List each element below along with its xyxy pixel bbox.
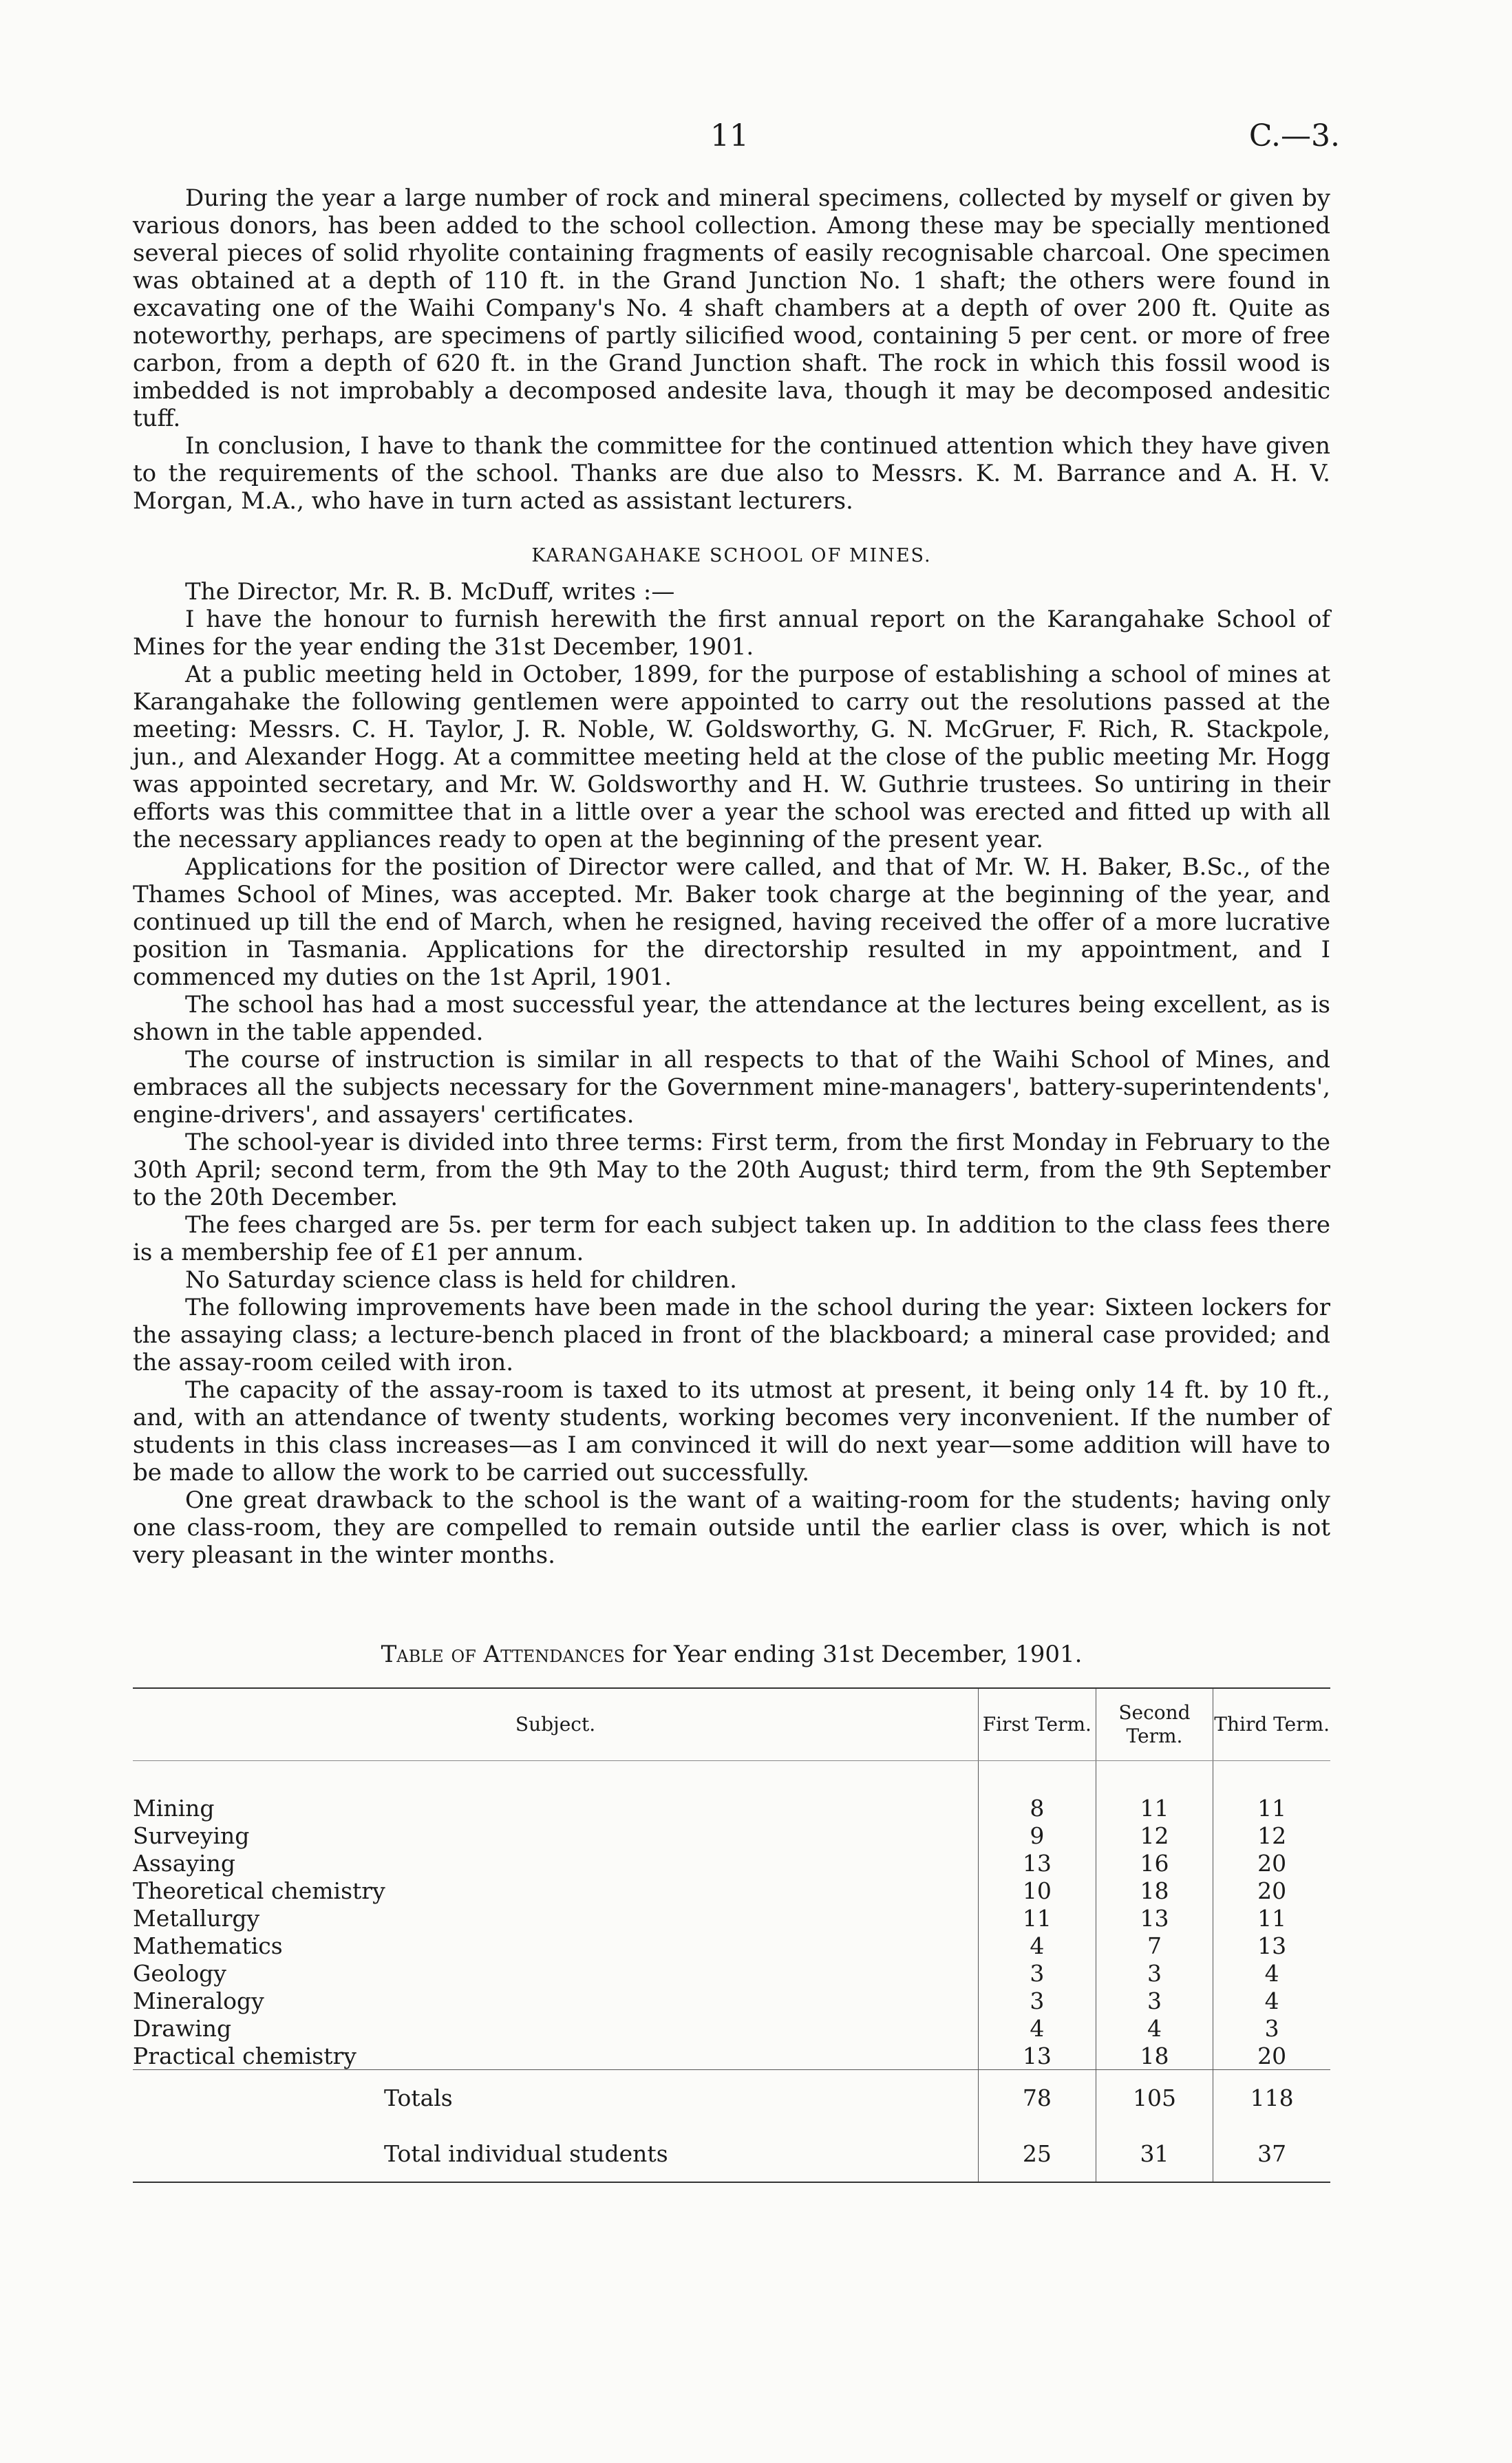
totals-first-term: 78 (979, 2070, 1096, 2126)
intro-line: The Director, Mr. R. B. McDuff, writes :— (185, 578, 675, 606)
second-term-cell: 3 (1096, 1959, 1213, 1987)
subject-name: Assaying (133, 1849, 235, 1877)
subject-cell (133, 2042, 979, 2070)
third-term-cell: 12 (1213, 1822, 1330, 1849)
first-term-cell: 13 (979, 1849, 1096, 1877)
paragraph: Applications for the position of Director were called, and that of Mr. W. H. Baker, B.Sc., of the Thames School of Mines, was accepted. Mr. Baker took charge at the beginning of the year, and continued up till the end of March, when he resigned, having received the offer of a more lucrative position in Tasmania. Applications for the directorship resulted in my appointment, and I commenced my duties on the 1st April, 1901. (133, 853, 1330, 991)
header-first-term: First Term. (979, 1688, 1096, 1761)
subject-cell (133, 1794, 979, 1822)
paragraph: The following improvements have been made in the school during the year: Sixteen lockers for the assaying class; a lecture-bench placed in front of the blackboard; a mineral case provided; and the assay-room ceiled with iron. (133, 1294, 1330, 1376)
paragraph: During the year a large number of rock and mineral specimens, collected by myself or given by various donors, has been added to the school collection. Among these may be specially mentioned several pieces of solid rhyolite containing fragments of easily recognisable charcoal. One specimen was obtained at a depth of 110 ft. in the Grand Junction No. 1 shaft; the others were found in excavating one of the Waihi Company's No. 4 shaft chambers at a depth of over 200 ft. Quite as noteworthy, perhaps, are specimens of partly silicified wood, containing 5 per cent. or more of free carbon, from a depth of 620 ft. in the Grand Junction shaft. The rock in which this fossil wood is imbedded is not improbably a decomposed andesite lava, though it may be decomposed andesitic tuff. (133, 184, 1330, 432)
paragraph: The school-year is divided into three terms: First term, from the first Monday in February to the 30th April; second term, from the 9th May to the 20th August; third term, from the 9th September to the 20th December. (133, 1129, 1330, 1211)
table-row (133, 1987, 1330, 2014)
header-second-term: Second Term. (1096, 1688, 1213, 1761)
second-term-cell: 7 (1096, 1932, 1213, 1959)
subject-cell (133, 1904, 979, 1932)
third-term-cell: 3 (1213, 2014, 1330, 2042)
second-term-cell: 3 (1096, 1987, 1213, 2014)
third-term-cell: 4 (1213, 1987, 1330, 2014)
table-row (133, 2042, 1330, 2070)
third-term-cell: 20 (1213, 1849, 1330, 1877)
totals-second-term: 105 (1096, 2070, 1213, 2126)
second-term-cell: 12 (1096, 1822, 1213, 1849)
subject-name: Surveying (133, 1822, 250, 1849)
page-number: 11 (710, 118, 749, 153)
paragraph: No Saturday science class is held for children. (185, 1266, 737, 1294)
table-row (133, 1849, 1330, 1877)
header-subject: Subject. (133, 1688, 979, 1761)
paragraph: At a public meeting held in October, 1899, for the purpose of establishing a school of mines at Karangahake the following gentlemen were appointed to carry out the resolutions passed at the meeting: Messrs. C. H. Taylor, J. R. Noble, W. Goldsworthy, G. N. McGruer, F. Rich, R. Stackpole, jun., and Alexander Hogg. At a committee meeting held at the close of the public meeting Mr. Hogg was appointed secretary, and Mr. W. Goldsworthy and H. W. Guthrie trustees. So untiring in their efforts was this committee that in a little over a year the school was erected and fitted up with all the necessary appliances ready to open at the beginning of the present year. (133, 661, 1330, 853)
individual-students-row (133, 2125, 1330, 2182)
first-term-cell: 4 (979, 2014, 1096, 2042)
third-term-cell: 4 (1213, 1959, 1330, 1987)
subject-cell (133, 1959, 979, 1987)
paragraph: One great drawback to the school is the want of a waiting-room for the students; having only one class-room, they are compelled to remain outside until the earlier class is over, which is not very pleasant in the winter months. (133, 1486, 1330, 1569)
table-row (133, 1959, 1330, 1987)
individual-second-term: 31 (1096, 2125, 1213, 2182)
first-term-cell: 10 (979, 1877, 1096, 1904)
first-term-cell: 3 (979, 1959, 1096, 1987)
table-row (133, 1904, 1330, 1932)
first-term-cell: 3 (979, 1987, 1096, 2014)
second-term-cell: 18 (1096, 2042, 1213, 2070)
table-caption-rest: for Year ending 31st December, 1901. (632, 1641, 1083, 1668)
table-row (133, 1932, 1330, 1959)
second-term-cell: 4 (1096, 2014, 1213, 2042)
header-third-term: Third Term. (1213, 1688, 1330, 1761)
third-term-cell: 11 (1213, 1904, 1330, 1932)
table-row (133, 1877, 1330, 1904)
individual-first-term: 25 (979, 2125, 1096, 2182)
subject-cell (133, 1849, 979, 1877)
table-caption (133, 1641, 1330, 1668)
table-caption-lead: Table of Attendances (381, 1641, 626, 1668)
subject-name: Mining (133, 1794, 215, 1822)
subject-cell (133, 1987, 979, 2014)
subject-name: Mathematics (133, 1932, 283, 1959)
totals-label: Totals (133, 2070, 979, 2126)
table-body (133, 1794, 1330, 2070)
subject-name: Practical chemistry (133, 2042, 356, 2069)
body-text (133, 184, 1330, 1569)
subject-name: Theoretical chemistry (133, 1877, 385, 1904)
table-row (133, 2014, 1330, 2042)
table-row (133, 1822, 1330, 1849)
individual-third-term: 37 (1213, 2125, 1330, 2182)
totals-row (133, 2070, 1330, 2126)
table-spacer (133, 1761, 1330, 1795)
paragraph: The fees charged are 5s. per term for each subject taken up. In addition to the class fees there is a membership fee of £1 per annum. (133, 1211, 1330, 1266)
first-term-cell: 13 (979, 2042, 1096, 2070)
second-term-cell: 16 (1096, 1849, 1213, 1877)
totals-third-term: 118 (1213, 2070, 1330, 2126)
paragraph: The course of instruction is similar in all respects to that of the Waihi School of Mines, and embraces all the subjects necessary for the Government mine-managers', battery-superintendents', engine-drivers', and assayers' certificates. (133, 1046, 1330, 1129)
subject-cell (133, 1877, 979, 1904)
individual-students-label: Total individual students (133, 2125, 979, 2182)
second-term-cell: 18 (1096, 1877, 1213, 1904)
paragraph: The capacity of the assay-room is taxed to its utmost at present, it being only 14 ft. by 10 ft., and, with an attendance of twenty students, working becomes very inconvenient. If the number of students in this class increases—as I am convinced it will do next year—some addition will have to be made to allow the work to be carried out successfully. (133, 1376, 1330, 1486)
table-header-row (133, 1688, 1330, 1761)
first-term-cell: 11 (979, 1904, 1096, 1932)
first-term-cell: 9 (979, 1822, 1096, 1849)
paragraph: The school has had a most successful year, the attendance at the lectures being excellent, as is shown in the table appended. (133, 991, 1330, 1046)
document-reference: C.—3. (1248, 118, 1340, 153)
third-term-cell: 20 (1213, 2042, 1330, 2070)
first-term-cell: 8 (979, 1794, 1096, 1822)
third-term-cell: 11 (1213, 1794, 1330, 1822)
subject-cell (133, 2014, 979, 2042)
subject-cell (133, 1822, 979, 1849)
attendance-table (133, 1687, 1330, 2183)
subject-name: Drawing (133, 2014, 232, 2042)
third-term-cell: 13 (1213, 1932, 1330, 1959)
subject-cell (133, 1932, 979, 1959)
first-term-cell: 4 (979, 1932, 1096, 1959)
paragraph: I have the honour to furnish herewith the first annual report on the Karangahake School of Mines for the year ending the 31st December, 1901. (133, 606, 1330, 661)
third-term-cell: 20 (1213, 1877, 1330, 1904)
subject-name: Metallurgy (133, 1904, 260, 1932)
paragraph: In conclusion, I have to thank the committee for the continued attention which they have given to the requirements of the school. Thanks are due also to Messrs. K. M. Barrance and A. H. V. Morgan, M.A., who have in turn acted as assistant lecturers. (133, 432, 1330, 515)
table-row (133, 1794, 1330, 1822)
subject-name: Geology (133, 1959, 226, 1987)
second-term-cell: 11 (1096, 1794, 1213, 1822)
subject-name: Mineralogy (133, 1987, 264, 2014)
second-term-cell: 13 (1096, 1904, 1213, 1932)
section-heading: KARANGAHAKE SCHOOL OF MINES. (531, 545, 932, 566)
